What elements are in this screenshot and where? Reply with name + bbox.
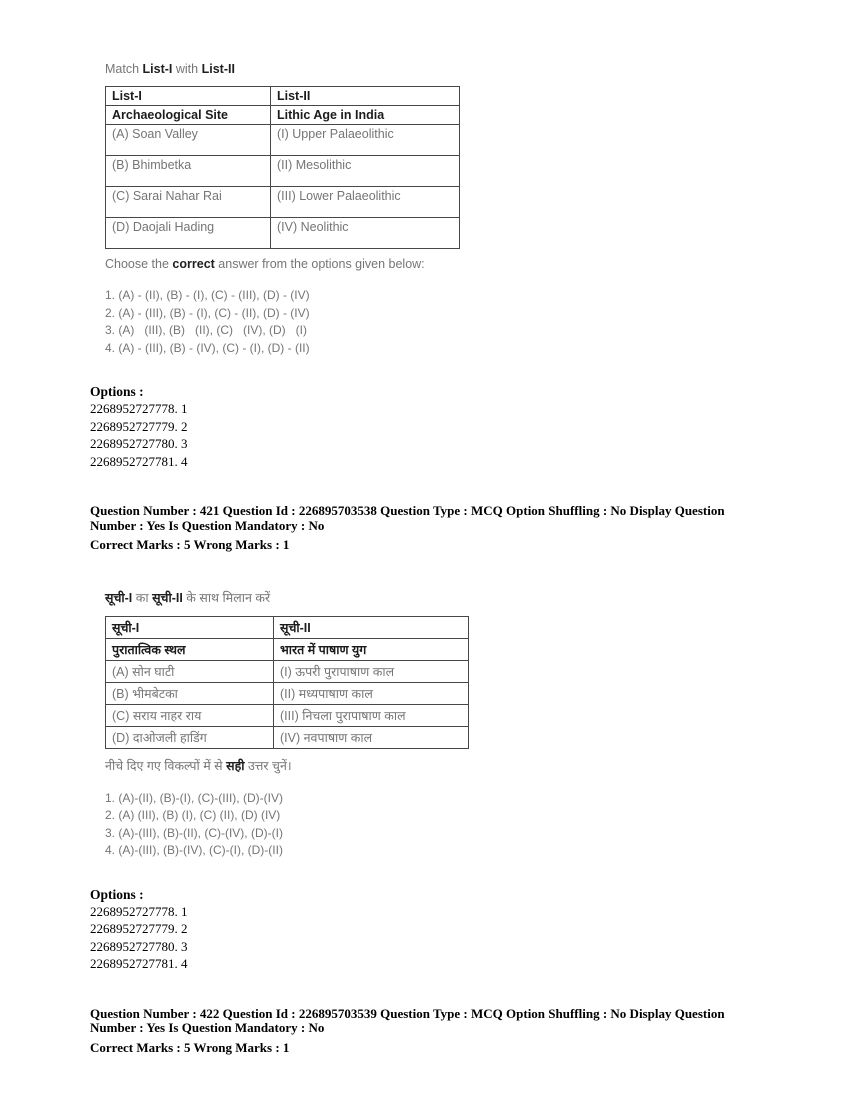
option-line: 2268952727780. 3 (90, 436, 188, 451)
prompt-list1: सूची-I (105, 590, 133, 605)
question-content-hi (105, 589, 790, 860)
table-subheader-row (106, 638, 469, 660)
prompt-text: का (135, 590, 149, 605)
table-row (106, 682, 469, 704)
option-line: 2268952727779. 2 (90, 418, 188, 434)
site-cell: (D) Daojali Hading (106, 218, 271, 249)
option-line: 2268952727781. 4 (90, 956, 188, 971)
col1-subheader: पुरातात्विक स्थल (106, 638, 274, 660)
question-meta-421 (90, 504, 752, 553)
table-row (106, 125, 460, 156)
table-row (106, 726, 469, 748)
col2-subheader: Lithic Age in India (271, 106, 460, 125)
meta-line: Correct Marks : 5 Wrong Marks : 1 (90, 537, 290, 552)
table-row (106, 187, 460, 218)
choice-line: 4. (A)-(III), (B)-(IV), (C)-(I), (D)-(II) (105, 843, 283, 857)
choices-list-hi (105, 790, 790, 860)
age-cell: (IV) Neolithic (271, 218, 460, 249)
choose-prompt-en (105, 257, 790, 271)
question-content-en (105, 62, 790, 357)
choose-text: उत्तर चुनें। (247, 758, 292, 773)
age-cell: (II) Mesolithic (271, 156, 460, 187)
table-header-row (106, 616, 469, 638)
age-cell: (I) ऊपरी पुरापाषाण काल (274, 660, 469, 682)
prompt-list1: List-I (142, 62, 173, 76)
age-cell: (III) Lower Palaeolithic (271, 187, 460, 218)
col1-header: List-I (106, 87, 271, 106)
match-prompt-en (105, 62, 790, 76)
option-line: 2268952727780. 3 (90, 938, 188, 954)
options-label: Options : (90, 384, 144, 399)
meta-line: Question Number : 422 Question Id : 226895703539 Question Type : MCQ Option Shuffling : No Display Question Number : Yes Is Question Mandatory : No (90, 1005, 725, 1035)
question-block-422 (90, 589, 790, 1056)
prompt-list2: सूची-II (152, 590, 183, 605)
choice-line: 3. (A)-(III), (B)-(II), (C)-(IV), (D)-(I) (105, 825, 283, 840)
site-cell: (C) सराय नाहर राय (106, 704, 274, 726)
table-row (106, 660, 469, 682)
choice-line: 2. (A) - (III), (B) - (I), (C) - (II), (D) - (IV) (105, 305, 310, 320)
table-subheader-row (106, 106, 460, 125)
prompt-text: Match (105, 62, 140, 76)
match-table-en (105, 86, 460, 249)
site-cell: (D) दाओजली हाडिंग (106, 726, 274, 748)
match-prompt-hi (105, 589, 790, 606)
choice-line: 2. (A) (III), (B) (I), (C) (II), (D) (IV) (105, 808, 281, 822)
site-cell: (A) सोन घाटी (106, 660, 274, 682)
col1-header: सूची-I (106, 616, 274, 638)
options-block-421 (90, 384, 790, 470)
col2-header: सूची-II (274, 616, 469, 638)
age-cell: (I) Upper Palaeolithic (271, 125, 460, 156)
choose-text: Choose the (105, 257, 169, 271)
prompt-text: के साथ मिलान करें (186, 590, 271, 605)
option-line: 2268952727779. 2 (90, 921, 188, 936)
options-label: Options : (90, 886, 144, 902)
table-row (106, 218, 460, 249)
age-cell: (IV) नवपाषाण काल (274, 726, 469, 748)
site-cell: (B) Bhimbetka (106, 156, 271, 187)
site-cell: (A) Soan Valley (106, 125, 271, 156)
choice-line: 1. (A)-(II), (B)-(I), (C)-(III), (D)-(IV) (105, 790, 283, 805)
option-line: 2268952727778. 1 (90, 401, 188, 416)
match-table-hi (105, 616, 469, 749)
choice-line: 4. (A) - (III), (B) - (IV), (C) - (I), (D) - (II) (105, 340, 310, 355)
table-row (106, 704, 469, 726)
prompt-list2: List-II (201, 62, 235, 76)
choice-line: 3. (A) (III), (B) (II), (C) (IV), (D) (I) (105, 323, 307, 337)
meta-line: Question Number : 421 Question Id : 226895703538 Question Type : MCQ Option Shuffling : No Display Question Number : Yes Is Question Mandatory : No (90, 503, 725, 533)
question-block-421 (90, 62, 790, 553)
meta-line: Correct Marks : 5 Wrong Marks : 1 (90, 1039, 290, 1055)
choose-text: नीचे दिए गए विकल्पों में से (105, 758, 223, 773)
table-header-row (106, 87, 460, 106)
choose-prompt-hi (105, 757, 790, 774)
age-cell: (III) निचला पुरापाषाण काल (274, 704, 469, 726)
col2-header: List-II (271, 87, 460, 106)
table-row (106, 156, 460, 187)
option-line: 2268952727781. 4 (90, 453, 188, 469)
choose-text: answer from the options given below: (218, 257, 425, 271)
site-cell: (C) Sarai Nahar Rai (106, 187, 271, 218)
col1-subheader: Archaeological Site (106, 106, 271, 125)
age-cell: (II) मध्यपाषाण काल (274, 682, 469, 704)
col2-subheader: भारत में पाषाण युग (274, 638, 469, 660)
site-cell: (B) भीमबेटका (106, 682, 274, 704)
choice-line: 1. (A) - (II), (B) - (I), (C) - (III), (D) - (IV) (105, 288, 310, 302)
question-meta-422 (90, 1007, 752, 1056)
choices-list-en (105, 287, 790, 357)
option-line: 2268952727778. 1 (90, 903, 188, 919)
choose-bold: correct (172, 257, 215, 271)
options-block-422 (90, 887, 790, 973)
prompt-text: with (175, 62, 199, 76)
choose-bold: सही (226, 758, 245, 773)
